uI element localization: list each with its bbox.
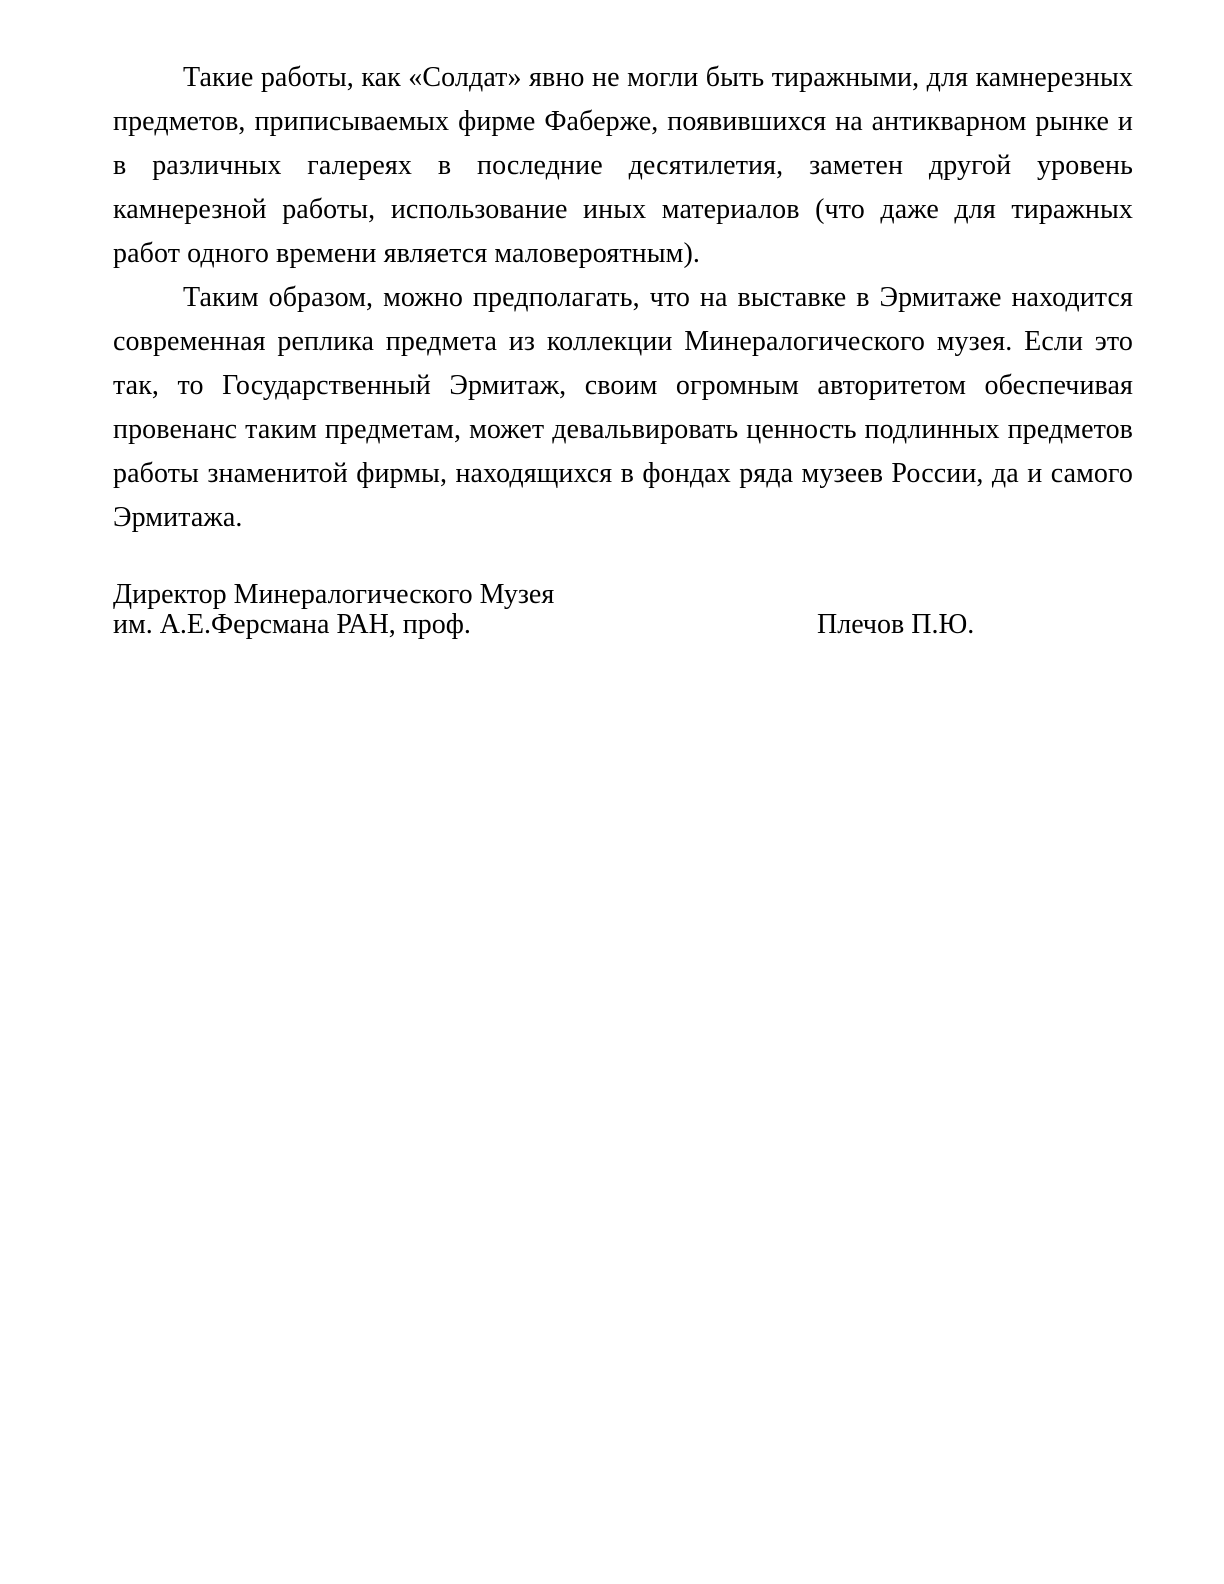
signature-block	[113, 580, 1133, 640]
signature-title-line-2: им. А.Е.Ферсмана РАН, проф.	[113, 609, 471, 640]
signature-name: Плечов П.Ю.	[817, 609, 975, 640]
paragraph-2: Таким образом, можно предполагать, что на выставке в Эрмитаже находится современная реплика предмета из коллекции Минералогического музея. Если это так, то Государственный Эрмитаж, своим огромным авторитетом обеспечивая провенанс таким предметам, может девальвировать ценность подлинных предметов работы знаменитой фирмы, находящихся в фондах ряда музеев России, да и самого Эрмитажа.	[113, 282, 1133, 533]
paragraph-1: Такие работы, как «Солдат» явно не могли быть тиражными, для камнерезных предметов, приписываемых фирме Фаберже, появившихся на антикварном рынке и в различных галереях в последние десятилетия, заметен другой уровень камнерезной работы, использование иных материалов (что даже для тиражных работ одного времени является маловероятным).	[113, 62, 1133, 269]
signature-title-line-2-row	[113, 610, 1133, 640]
signature-title-line-1: Директор Минералогического Музея	[113, 579, 555, 610]
